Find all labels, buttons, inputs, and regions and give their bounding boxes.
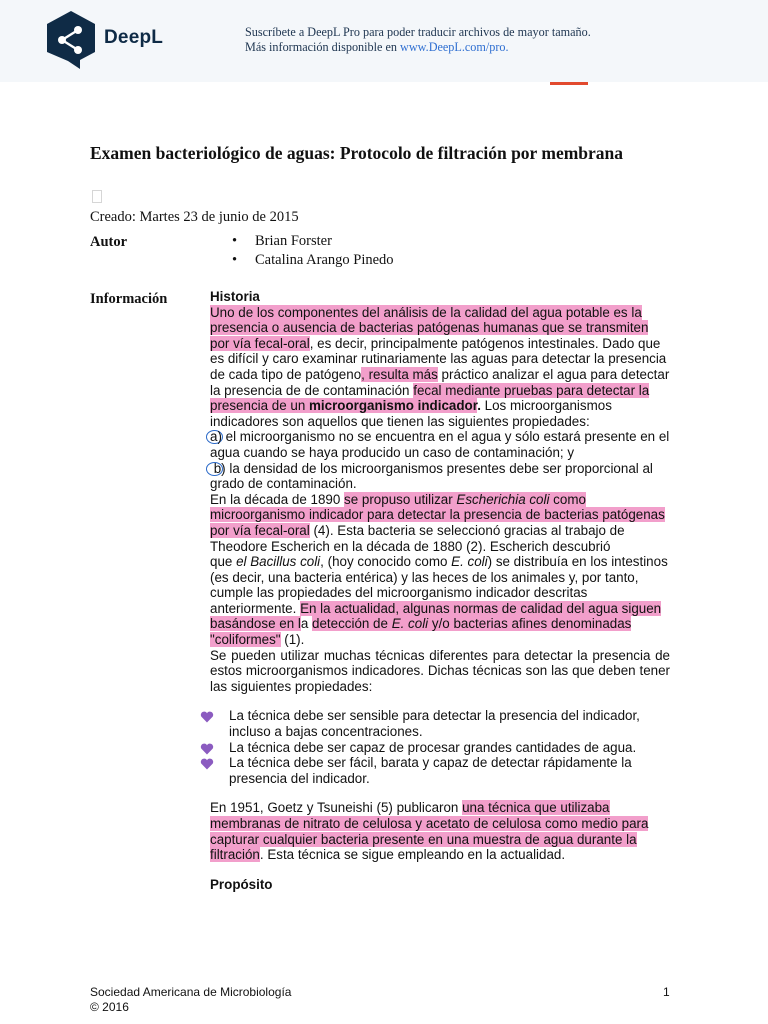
page-number: 1 xyxy=(663,985,670,999)
highlight: Uno de los componentes del análisis de la calidad del agua potable es la presencia o ausencia de bacterias patógenas humanas que se transmiten por vía fecal-oral xyxy=(210,304,649,351)
heart-icon xyxy=(200,743,214,755)
list-item xyxy=(210,708,670,739)
list-item-text: La técnica debe ser fácil, barata y capaz de detectar rápidamente la presencia del indicador. xyxy=(229,755,632,786)
information-label: Información xyxy=(90,291,168,307)
italic-term: Escherichia coli xyxy=(456,491,550,507)
text-run: ) se distribuía en los intestinos (es decir, una bacteria entérica) y las heces de los animales y, por tanto, cumple las propiedades del microorganismo indicador descritas anteriormente. xyxy=(210,554,668,616)
section-title-proposito: Propósito xyxy=(210,876,273,892)
text-run: , (hoy conocido como xyxy=(320,554,452,570)
author-item: • Brian Forster xyxy=(232,232,394,251)
deepl-pro-link[interactable]: www.DeepL.com/pro. xyxy=(400,40,509,54)
text-run: Los microorganismos indicadores son aquellos que tienen las siguientes propiedades: xyxy=(210,398,612,429)
highlight-text: detección de xyxy=(312,616,392,632)
author-item: • Catalina Arango Pinedo xyxy=(232,251,394,270)
faint-background-text xyxy=(598,78,678,85)
highlight-text: como microorganismo indicador para detectar la presencia de bacterias patógenas por vía fecal-oral xyxy=(210,491,665,538)
list-item xyxy=(210,740,670,756)
paragraph-ecoli xyxy=(210,492,670,648)
deepl-logo-text: DeepL xyxy=(104,27,164,48)
body-column xyxy=(210,289,670,892)
paragraph-membrane xyxy=(210,800,670,862)
text-run: que xyxy=(210,554,237,570)
highlight: una técnica que utilizaba membranas de nitrato de celulosa y acetato de celulosa como medio para capturar cualquier bacteria presente en una muestra de agua durante la filtración xyxy=(210,800,649,863)
text-run: ) el microorganismo no se encuentra en el agua y sólo estará presente en el agua cuando se haya producido un caso de contaminación; y xyxy=(210,429,670,460)
created-date: Creado: Martes 23 de junio de 2015 xyxy=(90,209,299,225)
text-run: a xyxy=(300,616,313,632)
spacer xyxy=(210,786,670,800)
text-run: (1). xyxy=(280,632,305,648)
text-run: , es decir, principalmente patógenos intestinales. Dado que es difícil y caro examinar rutinariamente las aguas para detectar la presencia de cada tipo de patógeno xyxy=(210,335,667,382)
red-accent-bar xyxy=(550,82,588,85)
italic-term: E. coli xyxy=(451,554,488,570)
section-title-historia: Historia xyxy=(210,289,260,304)
properties-list xyxy=(210,708,670,786)
deepl-logo-icon xyxy=(45,10,97,70)
highlight: , resulta más xyxy=(361,366,438,382)
list-item-text: La técnica debe ser capaz de procesar grandes cantidades de agua. xyxy=(229,739,637,755)
italic-term: E. coli xyxy=(391,616,429,632)
spacer xyxy=(210,863,670,877)
highlight-text: fecal mediante pruebas para detectar la presencia de un xyxy=(210,382,650,414)
paragraph-techniques: Se pueden utilizar muchas técnicas diferentes para detectar la presencia de estos microorganismos indicadores. Dichas técnicas son las que deben tener las siguientes propiedades: xyxy=(210,647,670,694)
banner-line-2-text: Más información disponible en xyxy=(245,40,401,54)
text-run: b) la densidad de los microorganismos presentes debe ser proporcional al grado de contaminación. xyxy=(210,460,653,492)
document-title: Examen bacteriológico de aguas: Protocolo de filtración por membrana xyxy=(90,143,624,163)
text-run: práctico analizar el agua para detectar la presencia de de contaminación xyxy=(210,366,670,398)
banner-line-1: Suscríbete a DeepL Pro para poder traducir archivos de mayor tamaño. xyxy=(245,25,591,39)
text-run: . Esta técnica se sigue empleando en la actualidad. xyxy=(259,847,566,863)
bold-period: . xyxy=(477,398,481,414)
highlight: En la actualidad, algunas normas de calidad del agua siguen basándose en l xyxy=(210,600,662,632)
highlight-text: se propuso utilizar xyxy=(344,491,457,507)
banner-line-2 xyxy=(245,40,591,55)
list-letter-a: a xyxy=(210,429,218,445)
missing-glyph-box xyxy=(92,190,102,203)
text-run: (4). Esta bacteria se seleccionó gracias al trabajo de Theodore Escherich en la década de 1880 (2). Escherich descubrió xyxy=(210,522,625,554)
banner-message xyxy=(245,25,591,55)
text-run: En la década de 1890 xyxy=(210,491,345,507)
highlight-text: y/o bacterias afines denominadas "coliformes" xyxy=(210,616,632,648)
heart-icon xyxy=(200,711,214,723)
footer-society: Sociedad Americana de Microbiología © 2016 xyxy=(90,985,292,1014)
italic-term: el Bacillus coli xyxy=(236,554,321,570)
bold-term: microorganismo indicador xyxy=(309,398,478,414)
list-item xyxy=(210,755,670,786)
heart-icon xyxy=(200,758,214,770)
author-label: Autor xyxy=(90,234,128,250)
author-list xyxy=(232,232,394,270)
deepl-banner xyxy=(0,0,768,82)
list-item-text: La técnica debe ser sensible para detectar la presencia del indicador, incluso a bajas concentraciones. xyxy=(229,708,640,740)
text-run: En 1951, Goetz y Tsuneishi (5) publicaron xyxy=(210,800,463,816)
paragraph-history xyxy=(210,305,670,492)
